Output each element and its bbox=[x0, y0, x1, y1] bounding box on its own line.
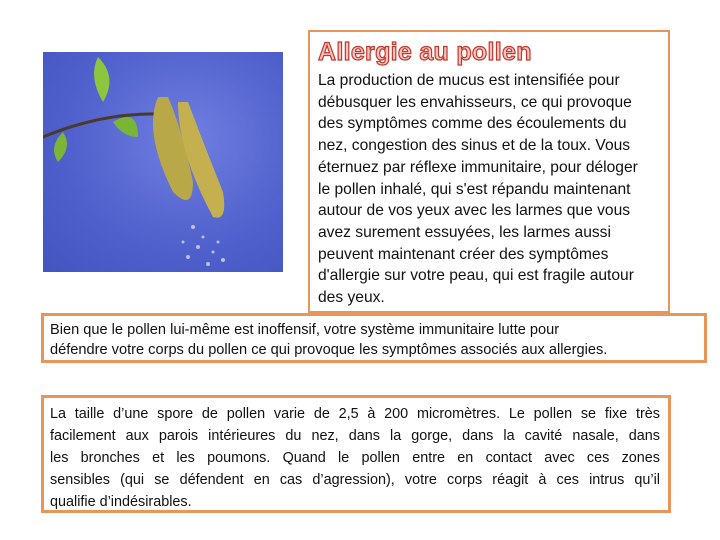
birch-catkin-illustration bbox=[43, 52, 283, 272]
page-title: Allergie au pollen bbox=[318, 38, 532, 66]
text-line: Bien que le pollen lui-même est inoffensif, votre système immunitaire lutte pour bbox=[50, 322, 560, 338]
text-line: autour de vos yeux avec les larmes que vous bbox=[318, 202, 631, 220]
text-line: des yeux. bbox=[318, 289, 385, 307]
text-line: d'allergie sur votre peau, qui est fragile autour bbox=[318, 267, 634, 285]
text-line: La production de mucus est intensifiée pour bbox=[318, 72, 620, 89]
text-line: les bronches et les poumons. Quand le pollen entre en contact avec ces zones bbox=[50, 450, 660, 466]
text-line: des symptômes comme des écoulements du bbox=[318, 115, 627, 133]
text-line: qualifie d’indésirables. bbox=[50, 494, 192, 510]
immune-response-text bbox=[50, 320, 607, 360]
text-line: avez surement essuyées, les larmes aussi bbox=[318, 223, 611, 241]
text-line: sensibles (qui se défendent en cas d’agression), votre corps réagit à ces intrus qu’il bbox=[50, 472, 660, 488]
text-line: La taille d’une spore de pollen varie de 2,5 à 200 micromètres. Le pollen se fixe très bbox=[50, 406, 660, 422]
pollen-size-box bbox=[41, 395, 671, 513]
allergy-info-box bbox=[308, 30, 670, 313]
text-line: débusquer les envahisseurs, ce qui provoque bbox=[318, 93, 632, 111]
birch-pollen-photo bbox=[43, 52, 283, 272]
text-line: nez, congestion des sinus et de la toux. Vous bbox=[318, 137, 631, 155]
text-line: le pollen inhalé, qui s'est répandu maintenant bbox=[318, 180, 631, 198]
text-line: défendre votre corps du pollen ce qui provoque les symptômes associés aux allergies. bbox=[50, 342, 608, 358]
text-line: peuvent maintenant créer des symptômes bbox=[318, 245, 609, 263]
immune-response-box bbox=[41, 313, 707, 363]
allergy-description bbox=[318, 70, 638, 309]
text-line: facilement aux parois intérieures du nez, dans la gorge, dans la cavité nasale, dans bbox=[50, 428, 660, 444]
pollen-size-text bbox=[50, 403, 660, 513]
text-line: éternuez par réflexe immunitaire, pour déloger bbox=[318, 158, 638, 176]
